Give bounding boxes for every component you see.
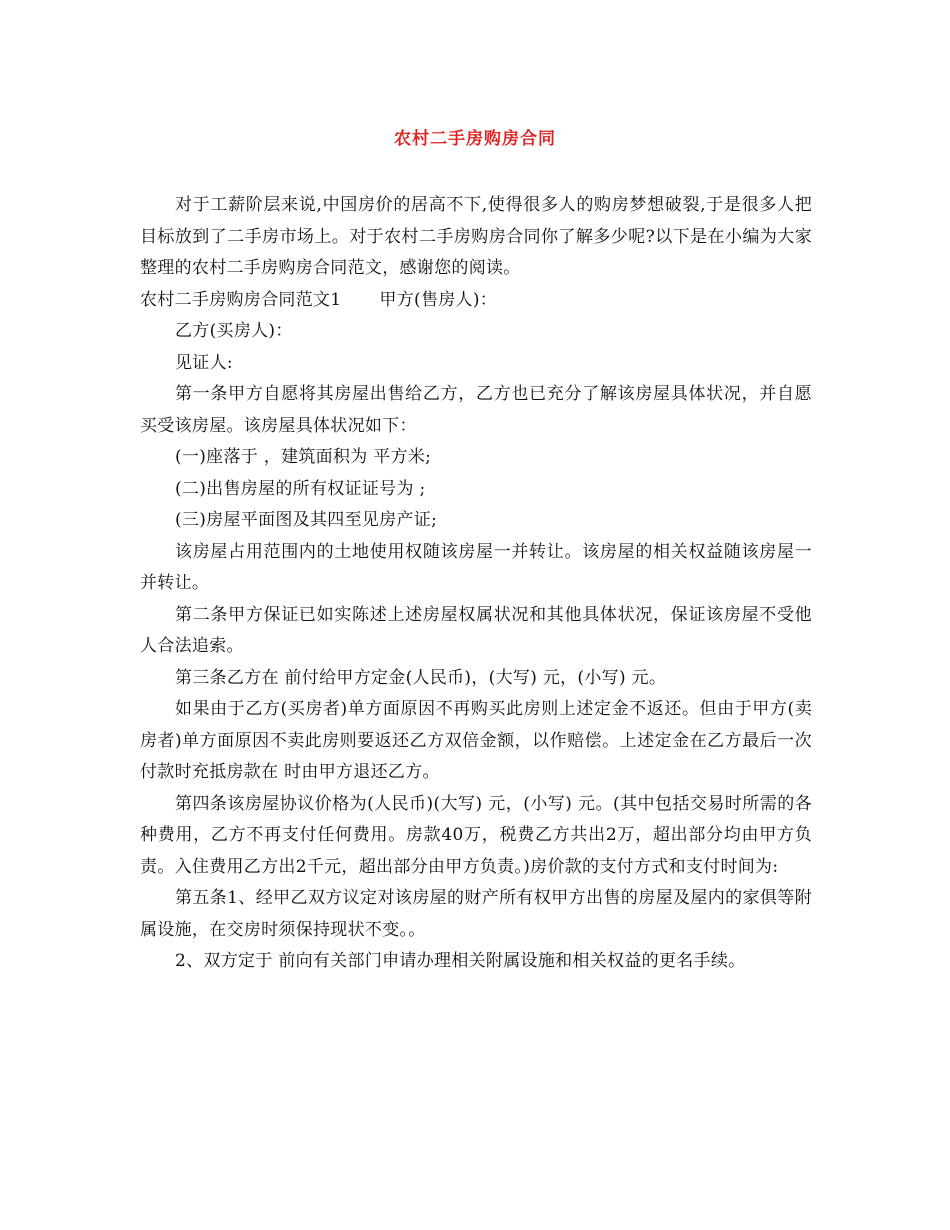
sample-heading: 农村二手房购房合同范文1 bbox=[140, 289, 342, 310]
article-1-item-1: (一)座落于 ，建筑面积为 平方米; bbox=[175, 447, 432, 467]
document-title: 农村二手房购房合同 bbox=[394, 129, 556, 149]
article-1-item-2: (二)出售房屋的所有权证证号为 ; bbox=[175, 478, 426, 499]
document-body bbox=[140, 190, 812, 978]
article-5: 第五条1、经甲乙双方议定对该房屋的财产所有权甲方出售的房屋及屋内的家俱等附属设施，在交房时须保持现状不变。。 bbox=[140, 888, 812, 940]
article-2: 第二条甲方保证已如实陈述上述房屋权属状况和其他具体状况，保证该房屋不受他人合法追索。 bbox=[140, 604, 812, 656]
sample-heading-line bbox=[140, 285, 812, 317]
party-a-label: 甲方(售房人)： bbox=[379, 289, 498, 310]
article-1: 第一条甲方自愿将其房屋出售给乙方，乙方也已充分了解该房屋具体状况，并自愿买受该房屋。该房屋具体状况如下： bbox=[140, 384, 812, 436]
deposit-clause: 如果由于乙方(买房者)单方面原因不再购买此房则上述定金不返还。但由于甲方(卖房者)单方面原因不卖此房则要返还乙方双倍金额，以作赔偿。上述定金在乙方最后一次付款时充抵房款在 时由甲方退还乙方。 bbox=[140, 699, 812, 782]
land-clause: 该房屋占用范围内的土地使用权随该房屋一并转让。该房屋的相关权益随该房屋一并转让。 bbox=[140, 541, 812, 593]
intro-paragraph: 对于工薪阶层来说,中国房价的居高不下,使得很多人的购房梦想破裂,于是很多人把目标放到了二手房市场上。对于农村二手房购房合同你了解多少呢?以下是在小编为大家整理的农村二手房购房合同范文，感谢您的阅读。 bbox=[140, 195, 812, 278]
article-5-item-2: 2、双方定于 前向有关部门申请办理相关附属设施和相关权益的更名手续。 bbox=[175, 951, 746, 971]
witness-label: 见证人: bbox=[175, 352, 233, 373]
article-1-item-3: (三)房屋平面图及其四至见房产证; bbox=[175, 510, 438, 530]
party-b-label: 乙方(买房人)： bbox=[175, 321, 293, 341]
article-3: 第三条乙方在 前付给甲方定金(人民币)，(大写) 元，(小写) 元。 bbox=[175, 667, 667, 688]
article-4: 第四条该房屋协议价格为(人民币)(大写) 元，(小写) 元。(其中包括交易时所需的各种费用，乙方不再支付任何费用。房款40万，税费乙方共出2万，超出部分均由甲方负责。入住费用乙方出2千元，超出部分由甲方负责。)房价款的支付方式和支付时间为: bbox=[140, 793, 812, 877]
